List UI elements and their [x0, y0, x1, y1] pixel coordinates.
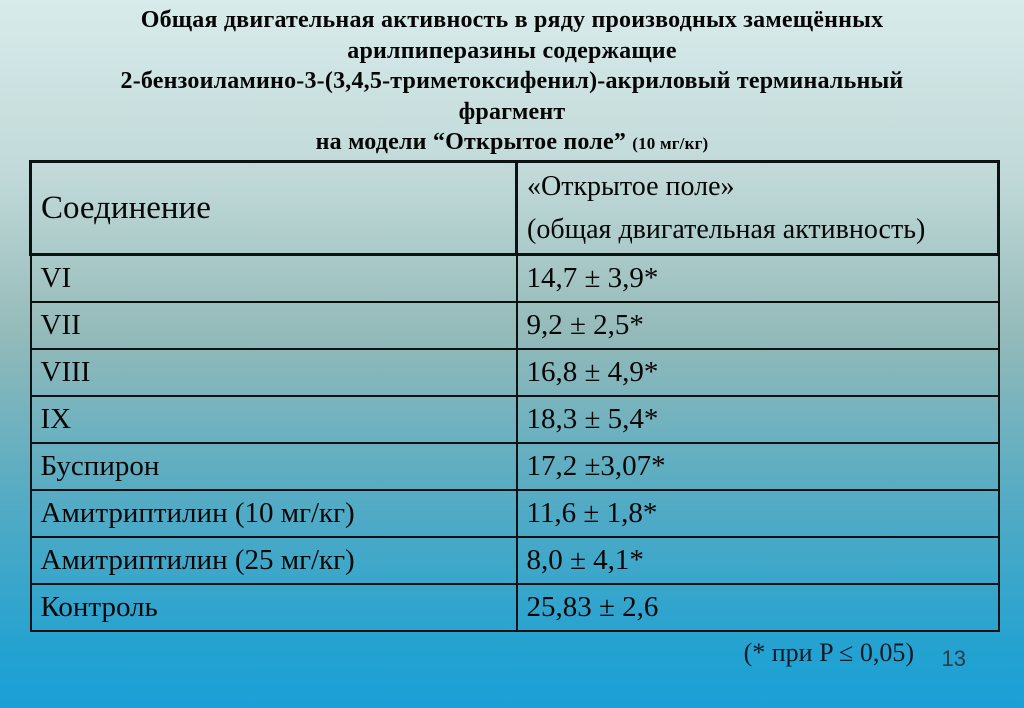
compound-cell: Амитриптилин (10 мг/кг) [31, 490, 517, 537]
compound-cell: VII [31, 302, 517, 349]
table-row [31, 537, 999, 584]
table-row [31, 490, 999, 537]
value-cell: 8,0 ± 4,1* [517, 537, 999, 584]
slide-page-number: 13 [941, 646, 966, 671]
significance-note: (* при P ≤ 0,05) [743, 638, 914, 667]
table-row [31, 349, 999, 396]
header-cell-compound: Соединение [31, 162, 517, 255]
table-row [31, 443, 999, 490]
compound-cell: VIII [31, 349, 517, 396]
title-line5-dose: (10 мг/кг) [632, 134, 709, 153]
table-row [31, 302, 999, 349]
value-cell: 17,2 ±3,07* [517, 443, 999, 490]
compound-cell: VI [31, 255, 517, 303]
compound-cell: IX [31, 396, 517, 443]
header-cell-openfield [517, 162, 999, 255]
value-cell: 16,8 ± 4,9* [517, 349, 999, 396]
slide-title [0, 5, 1024, 160]
title-line: 2-бензоиламино-3-(3,4,5-триметоксифенил)-акриловый терминальный [120, 68, 904, 94]
results-table [29, 160, 1000, 632]
compound-cell: Амитриптилин (25 мг/кг) [31, 537, 517, 584]
title-line5-main: на модели “Открытое поле” [315, 129, 633, 155]
compound-cell: Буспирон [31, 443, 517, 490]
table-header-row [31, 162, 999, 255]
table-row [31, 396, 999, 443]
value-cell: 9,2 ± 2,5* [517, 302, 999, 349]
title-line: арилпиперазины содержащие [347, 37, 677, 64]
value-cell: 18,3 ± 5,4* [517, 396, 999, 443]
header-openfield-line2: (общая двигательная активность) [527, 214, 926, 245]
compound-cell: Контроль [31, 584, 517, 631]
value-cell: 14,7 ± 3,9* [517, 255, 999, 303]
value-cell: 25,83 ± 2,6 [517, 584, 999, 631]
table-row [31, 584, 999, 631]
value-cell: 11,6 ± 1,8* [517, 490, 999, 537]
title-line: Общая двигательная активность в ряду производных замещённых [140, 7, 884, 33]
table-row [31, 255, 999, 303]
header-openfield-line1: «Открытое поле» [527, 171, 735, 202]
title-line: фрагмент [458, 98, 566, 125]
title-line [0, 127, 1024, 160]
